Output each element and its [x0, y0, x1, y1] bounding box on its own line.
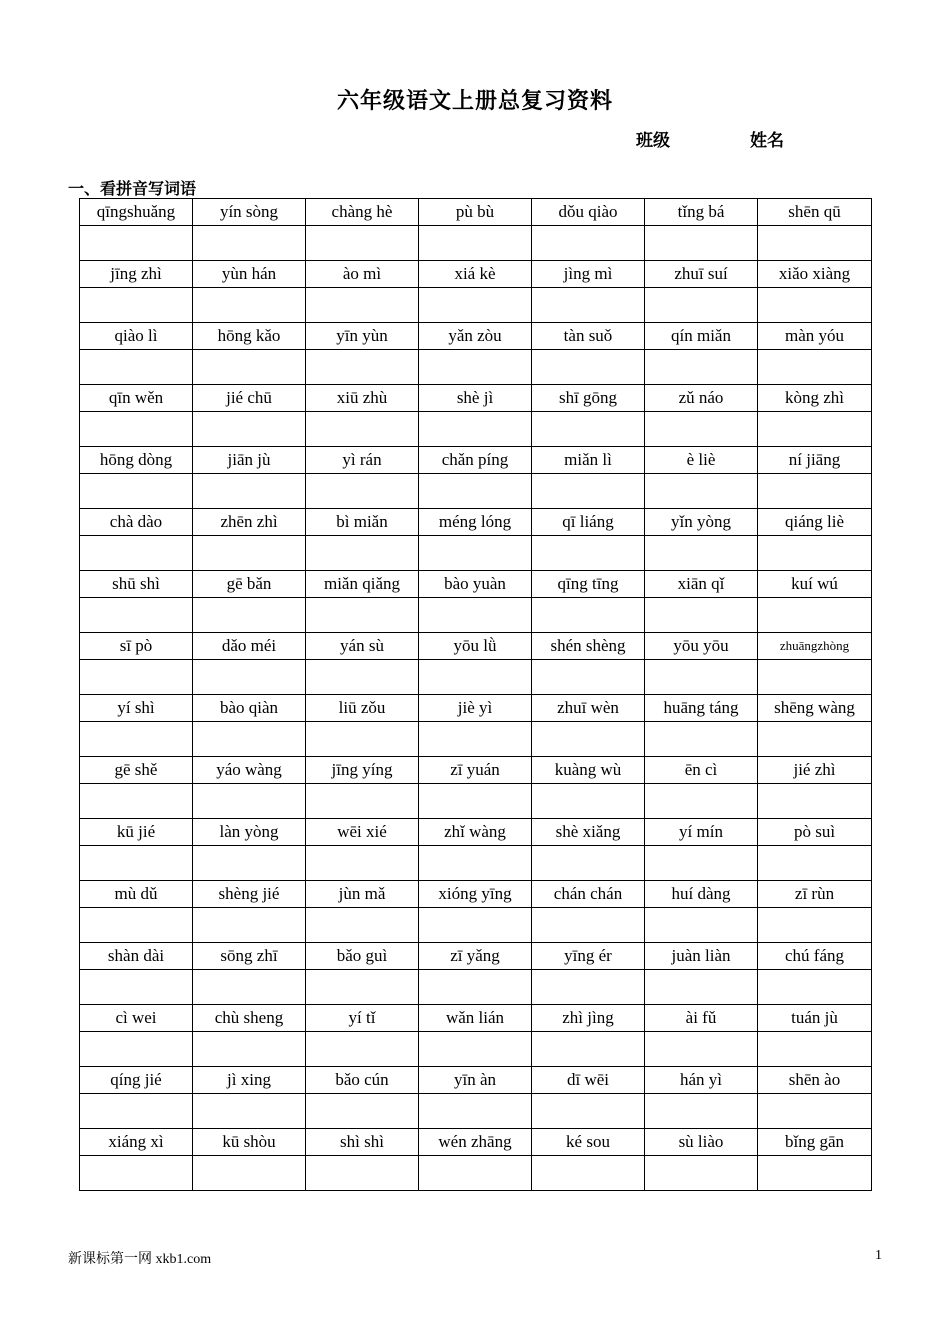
pinyin-cell: dǒu qiào: [532, 199, 645, 226]
pinyin-cell: hōng dòng: [80, 447, 193, 474]
pinyin-cell: màn yóu: [758, 323, 872, 350]
answer-cell[interactable]: [645, 226, 758, 261]
answer-cell[interactable]: [80, 784, 193, 819]
answer-row: [80, 970, 872, 1005]
pinyin-cell: kū shòu: [193, 1129, 306, 1156]
answer-cell[interactable]: [419, 288, 532, 323]
pinyin-row: [80, 447, 872, 474]
answer-cell[interactable]: [758, 288, 872, 323]
answer-row: [80, 722, 872, 757]
pinyin-cell: chán chán: [532, 881, 645, 908]
answer-cell[interactable]: [758, 784, 872, 819]
answer-cell[interactable]: [80, 970, 193, 1005]
pinyin-cell: jìng mì: [532, 261, 645, 288]
answer-cell[interactable]: [532, 722, 645, 757]
pinyin-cell: wǎn lián: [419, 1005, 532, 1032]
pinyin-row: [80, 943, 872, 970]
pinyin-cell: hán yì: [645, 1067, 758, 1094]
answer-cell[interactable]: [306, 474, 419, 509]
pinyin-cell: gē bǎn: [193, 571, 306, 598]
answer-cell[interactable]: [532, 536, 645, 571]
pinyin-cell: gē shě: [80, 757, 193, 784]
answer-cell[interactable]: [419, 784, 532, 819]
pinyin-row: [80, 633, 872, 660]
pinyin-cell: ào mì: [306, 261, 419, 288]
pinyin-cell: pò suì: [758, 819, 872, 846]
pinyin-cell: chù sheng: [193, 1005, 306, 1032]
pinyin-cell: yí mín: [645, 819, 758, 846]
answer-cell[interactable]: [419, 1032, 532, 1067]
answer-cell[interactable]: [532, 970, 645, 1005]
answer-cell[interactable]: [193, 846, 306, 881]
answer-cell[interactable]: [758, 908, 872, 943]
answer-cell[interactable]: [758, 226, 872, 261]
pinyin-cell: shè jì: [419, 385, 532, 412]
answer-cell[interactable]: [645, 412, 758, 447]
answer-cell[interactable]: [306, 226, 419, 261]
pinyin-cell: zī rùn: [758, 881, 872, 908]
answer-row: [80, 288, 872, 323]
answer-cell[interactable]: [80, 226, 193, 261]
answer-row: [80, 350, 872, 385]
answer-cell[interactable]: [532, 598, 645, 633]
pinyin-cell: xiū zhù: [306, 385, 419, 412]
pinyin-cell: è liè: [645, 447, 758, 474]
answer-cell[interactable]: [419, 970, 532, 1005]
answer-cell[interactable]: [306, 846, 419, 881]
pinyin-row: [80, 695, 872, 722]
answer-cell[interactable]: [645, 846, 758, 881]
pinyin-cell: yì rán: [306, 447, 419, 474]
answer-cell[interactable]: [419, 412, 532, 447]
answer-cell[interactable]: [645, 784, 758, 819]
answer-cell[interactable]: [758, 474, 872, 509]
pinyin-cell: chú fáng: [758, 943, 872, 970]
answer-row: [80, 598, 872, 633]
pinyin-cell: yǐn yòng: [645, 509, 758, 536]
pinyin-cell: dī wēi: [532, 1067, 645, 1094]
answer-cell[interactable]: [758, 660, 872, 695]
answer-cell[interactable]: [419, 1094, 532, 1129]
answer-cell[interactable]: [532, 846, 645, 881]
pinyin-cell: wēi xié: [306, 819, 419, 846]
pinyin-cell: bǎo cún: [306, 1067, 419, 1094]
pinyin-cell: zǔ náo: [645, 385, 758, 412]
pinyin-table: [79, 198, 872, 1191]
answer-cell[interactable]: [758, 1156, 872, 1191]
pinyin-cell: qīngshuǎng: [80, 199, 193, 226]
pinyin-cell: shì shì: [306, 1129, 419, 1156]
answer-cell[interactable]: [193, 598, 306, 633]
answer-cell[interactable]: [80, 908, 193, 943]
pinyin-row: [80, 323, 872, 350]
pinyin-cell: shū shì: [80, 571, 193, 598]
answer-cell[interactable]: [532, 1156, 645, 1191]
pinyin-cell: jīng zhì: [80, 261, 193, 288]
answer-cell[interactable]: [532, 1032, 645, 1067]
answer-cell[interactable]: [306, 970, 419, 1005]
pinyin-cell: zī yǎng: [419, 943, 532, 970]
answer-cell[interactable]: [80, 288, 193, 323]
answer-cell[interactable]: [645, 722, 758, 757]
page-title: 六年级语文上册总复习资料: [336, 89, 613, 114]
pinyin-cell: zī yuán: [419, 757, 532, 784]
answer-cell[interactable]: [193, 474, 306, 509]
answer-cell[interactable]: [758, 846, 872, 881]
answer-cell[interactable]: [532, 288, 645, 323]
answer-cell[interactable]: [193, 226, 306, 261]
answer-cell[interactable]: [419, 722, 532, 757]
pinyin-cell: zhì jìng: [532, 1005, 645, 1032]
answer-row: [80, 1094, 872, 1129]
answer-cell[interactable]: [193, 288, 306, 323]
answer-cell[interactable]: [419, 846, 532, 881]
answer-cell[interactable]: [419, 908, 532, 943]
answer-row: [80, 536, 872, 571]
answer-row: [80, 1032, 872, 1067]
pinyin-cell: tuán jù: [758, 1005, 872, 1032]
answer-cell[interactable]: [193, 660, 306, 695]
pinyin-cell: yùn hán: [193, 261, 306, 288]
pinyin-cell: xióng yīng: [419, 881, 532, 908]
pinyin-cell: yáo wàng: [193, 757, 306, 784]
pinyin-cell: yán sù: [306, 633, 419, 660]
answer-cell[interactable]: [306, 1156, 419, 1191]
answer-cell[interactable]: [193, 1032, 306, 1067]
answer-cell[interactable]: [758, 598, 872, 633]
pinyin-cell: yí shì: [80, 695, 193, 722]
answer-cell[interactable]: [758, 1094, 872, 1129]
answer-cell[interactable]: [306, 288, 419, 323]
answer-cell[interactable]: [532, 412, 645, 447]
answer-cell[interactable]: [306, 1032, 419, 1067]
answer-cell[interactable]: [193, 722, 306, 757]
answer-cell[interactable]: [645, 1094, 758, 1129]
pinyin-cell: ēn cì: [645, 757, 758, 784]
pinyin-cell: méng lóng: [419, 509, 532, 536]
pinyin-cell: bì miǎn: [306, 509, 419, 536]
answer-cell[interactable]: [306, 412, 419, 447]
pinyin-cell: bǐng gān: [758, 1129, 872, 1156]
pinyin-cell: juàn liàn: [645, 943, 758, 970]
pinyin-cell: qiào lì: [80, 323, 193, 350]
pinyin-cell: jié zhì: [758, 757, 872, 784]
pinyin-cell: cì wei: [80, 1005, 193, 1032]
pinyin-cell: xiáng xì: [80, 1129, 193, 1156]
pinyin-cell: dǎo méi: [193, 633, 306, 660]
answer-cell[interactable]: [193, 1094, 306, 1129]
pinyin-cell: yōu yōu: [645, 633, 758, 660]
pinyin-cell: chà dào: [80, 509, 193, 536]
answer-cell[interactable]: [80, 598, 193, 633]
answer-cell[interactable]: [532, 474, 645, 509]
pinyin-cell: yīn yùn: [306, 323, 419, 350]
answer-row: [80, 1156, 872, 1191]
pinyin-cell: shēn ào: [758, 1067, 872, 1094]
pinyin-cell: tǐng bá: [645, 199, 758, 226]
answer-cell[interactable]: [306, 350, 419, 385]
answer-cell[interactable]: [532, 908, 645, 943]
answer-cell[interactable]: [419, 226, 532, 261]
pinyin-row: [80, 1129, 872, 1156]
pinyin-cell: zhǐ wàng: [419, 819, 532, 846]
answer-cell[interactable]: [80, 660, 193, 695]
answer-cell[interactable]: [80, 412, 193, 447]
pinyin-cell: hōng kǎo: [193, 323, 306, 350]
pinyin-cell: shèng jié: [193, 881, 306, 908]
answer-cell[interactable]: [419, 660, 532, 695]
answer-cell[interactable]: [419, 598, 532, 633]
pinyin-row: [80, 819, 872, 846]
answer-cell[interactable]: [80, 846, 193, 881]
answer-row: [80, 412, 872, 447]
answer-row: [80, 908, 872, 943]
pinyin-cell: qīn wěn: [80, 385, 193, 412]
pinyin-cell: shén shèng: [532, 633, 645, 660]
answer-cell[interactable]: [419, 474, 532, 509]
pinyin-cell: xiān qǐ: [645, 571, 758, 598]
answer-cell[interactable]: [193, 908, 306, 943]
pinyin-cell: jiè yì: [419, 695, 532, 722]
pinyin-cell: jīng yíng: [306, 757, 419, 784]
answer-cell[interactable]: [532, 784, 645, 819]
pinyin-cell: mù dǔ: [80, 881, 193, 908]
pinyin-row: [80, 509, 872, 536]
answer-cell[interactable]: [645, 474, 758, 509]
pinyin-cell: miǎn qiǎng: [306, 571, 419, 598]
answer-cell[interactable]: [645, 908, 758, 943]
answer-cell[interactable]: [758, 1032, 872, 1067]
class-label: 班级: [636, 131, 670, 151]
answer-row: [80, 226, 872, 261]
pinyin-cell: bào qiàn: [193, 695, 306, 722]
answer-cell[interactable]: [645, 598, 758, 633]
answer-cell[interactable]: [419, 536, 532, 571]
answer-cell[interactable]: [758, 412, 872, 447]
answer-cell[interactable]: [306, 784, 419, 819]
answer-cell[interactable]: [306, 908, 419, 943]
answer-cell[interactable]: [306, 660, 419, 695]
section-title: 一、看拼音写词语: [68, 179, 197, 198]
answer-cell[interactable]: [758, 970, 872, 1005]
answer-cell[interactable]: [193, 1156, 306, 1191]
pinyin-cell: kū jié: [80, 819, 193, 846]
pinyin-cell: kuí wú: [758, 571, 872, 598]
pinyin-cell: sōng zhī: [193, 943, 306, 970]
pinyin-row: [80, 881, 872, 908]
pinyin-cell: chǎn píng: [419, 447, 532, 474]
pinyin-row: [80, 199, 872, 226]
answer-cell[interactable]: [306, 722, 419, 757]
answer-cell[interactable]: [193, 412, 306, 447]
pinyin-row: [80, 757, 872, 784]
pinyin-cell: xiǎo xiàng: [758, 261, 872, 288]
pinyin-cell: kuàng wù: [532, 757, 645, 784]
pinyin-cell: kòng zhì: [758, 385, 872, 412]
answer-cell[interactable]: [532, 226, 645, 261]
pinyin-cell: sī pò: [80, 633, 193, 660]
answer-row: [80, 474, 872, 509]
answer-cell[interactable]: [532, 1094, 645, 1129]
answer-cell[interactable]: [645, 660, 758, 695]
pinyin-cell: zhuī wèn: [532, 695, 645, 722]
answer-cell[interactable]: [80, 1032, 193, 1067]
answer-cell[interactable]: [306, 1094, 419, 1129]
answer-cell[interactable]: [645, 970, 758, 1005]
pinyin-cell: bǎo guì: [306, 943, 419, 970]
pinyin-cell: yín sòng: [193, 199, 306, 226]
answer-cell[interactable]: [758, 536, 872, 571]
answer-cell[interactable]: [80, 1094, 193, 1129]
pinyin-cell: liū zǒu: [306, 695, 419, 722]
answer-cell[interactable]: [193, 970, 306, 1005]
answer-cell[interactable]: [193, 350, 306, 385]
pinyin-cell: zhuāngzhòng: [758, 633, 872, 660]
pinyin-cell: bào yuàn: [419, 571, 532, 598]
answer-cell[interactable]: [80, 1156, 193, 1191]
pinyin-row: [80, 1067, 872, 1094]
pinyin-cell: shè xiǎng: [532, 819, 645, 846]
pinyin-cell: xiá kè: [419, 261, 532, 288]
answer-row: [80, 784, 872, 819]
pinyin-cell: sù liào: [645, 1129, 758, 1156]
pinyin-cell: qī liáng: [532, 509, 645, 536]
pinyin-cell: qíng jié: [80, 1067, 193, 1094]
answer-cell[interactable]: [80, 722, 193, 757]
pinyin-cell: ài fǔ: [645, 1005, 758, 1032]
answer-cell[interactable]: [80, 474, 193, 509]
pinyin-cell: miǎn lì: [532, 447, 645, 474]
pinyin-row: [80, 571, 872, 598]
pinyin-cell: yōu lǜ: [419, 633, 532, 660]
pinyin-cell: jùn mǎ: [306, 881, 419, 908]
answer-cell[interactable]: [758, 722, 872, 757]
answer-cell[interactable]: [80, 350, 193, 385]
answer-cell[interactable]: [306, 598, 419, 633]
page-number: 1: [875, 1248, 882, 1263]
pinyin-cell: jiān jù: [193, 447, 306, 474]
pinyin-cell: chàng hè: [306, 199, 419, 226]
answer-cell[interactable]: [419, 1156, 532, 1191]
pinyin-cell: ké sou: [532, 1129, 645, 1156]
pinyin-cell: yīn àn: [419, 1067, 532, 1094]
pinyin-cell: yǎn zòu: [419, 323, 532, 350]
answer-cell[interactable]: [645, 288, 758, 323]
pinyin-row: [80, 1005, 872, 1032]
pinyin-cell: qīng tīng: [532, 571, 645, 598]
answer-cell[interactable]: [532, 660, 645, 695]
pinyin-cell: yīng ér: [532, 943, 645, 970]
pinyin-cell: qiáng liè: [758, 509, 872, 536]
answer-cell[interactable]: [193, 536, 306, 571]
answer-cell[interactable]: [306, 536, 419, 571]
pinyin-cell: jì xing: [193, 1067, 306, 1094]
pinyin-cell: wén zhāng: [419, 1129, 532, 1156]
answer-cell[interactable]: [645, 350, 758, 385]
answer-cell[interactable]: [193, 784, 306, 819]
name-label: 姓名: [750, 131, 784, 151]
pinyin-cell: zhēn zhì: [193, 509, 306, 536]
answer-row: [80, 846, 872, 881]
answer-cell[interactable]: [645, 536, 758, 571]
answer-cell[interactable]: [80, 536, 193, 571]
pinyin-cell: huí dàng: [645, 881, 758, 908]
pinyin-cell: zhuī suí: [645, 261, 758, 288]
pinyin-cell: ní jiāng: [758, 447, 872, 474]
pinyin-cell: làn yòng: [193, 819, 306, 846]
answer-cell[interactable]: [532, 350, 645, 385]
pinyin-row: [80, 261, 872, 288]
pinyin-cell: yí tǐ: [306, 1005, 419, 1032]
answer-row: [80, 660, 872, 695]
answer-cell[interactable]: [645, 1156, 758, 1191]
pinyin-cell: shēng wàng: [758, 695, 872, 722]
answer-cell[interactable]: [419, 350, 532, 385]
pinyin-cell: shēn qū: [758, 199, 872, 226]
pinyin-cell: tàn suǒ: [532, 323, 645, 350]
pinyin-cell: shàn dài: [80, 943, 193, 970]
pinyin-cell: jié chū: [193, 385, 306, 412]
pinyin-cell: huāng táng: [645, 695, 758, 722]
answer-cell[interactable]: [758, 350, 872, 385]
footer-source: 新课标第一网 xkb1.com: [68, 1252, 212, 1267]
pinyin-cell: shī gōng: [532, 385, 645, 412]
answer-cell[interactable]: [645, 1032, 758, 1067]
pinyin-cell: pù bù: [419, 199, 532, 226]
pinyin-cell: qín miǎn: [645, 323, 758, 350]
pinyin-row: [80, 385, 872, 412]
